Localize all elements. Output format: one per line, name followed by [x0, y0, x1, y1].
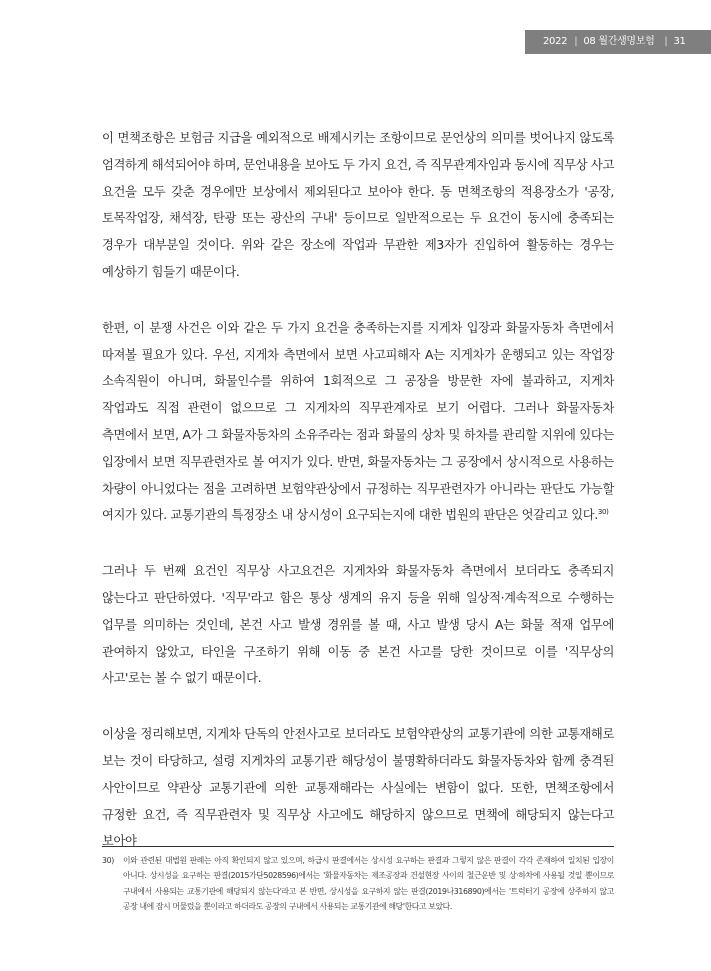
paragraph-text: 그러나 두 번째 요건인 직무상 사고요건은 지게차와 화물자동차 측면에서 보더라도 충족되지 않는다고 판단하였다. '직무'라고 함은 통상 생계의 유지 등을 위해 일상적·계속적으로 수행하는 업무를 의미하는 것인데, 본건 사고 발생 경위를 볼 때, 사고 발생 당시 A는 화물 적재 업무에 관여하지 않았고, 타인을 구조하기 위해 이동 중 본건 사고를 당한 것이므로 이를 '직무상의 사고'로는 볼 수 없기 때문이다.	[102, 564, 614, 686]
footnotes-section	[102, 846, 614, 914]
paragraph-text: 이 면책조항은 보험금 지급을 예외적으로 배제시키는 조항이므로 문언상의 의미를 벗어나지 않도록 엄격하게 해석되어야 하며, 문언내용을 보아도 두 가지 요건, 즉 직무관계자임과 동시에 직무상 사고 요건을 모두 갖춘 경우에만 보상에서 제외된다고 보아야 한다. 동 면책조항의 적용장소가 '공장, 토목작업장, 채석장, 탄광 또는 광산의 구내' 등이므로 일반적으로는 두 요건이 동시에 충족되는 경우가 대부분일 것이다. 위와 같은 장소에 작업과 무관한 제3자가 진입하여 활동하는 경우는 예상하기 힘들기 때문이다.	[102, 131, 614, 279]
paragraph-1	[102, 125, 614, 286]
paragraph-3	[102, 558, 614, 692]
body-text	[102, 125, 614, 884]
paragraph-4	[102, 721, 614, 855]
paragraph-text: 이상을 정리해보면, 지게차 단독의 안전사고로 보더라도 보험약관상의 교통기관에 의한 교통재해로 보는 것이 타당하고, 설령 지게차의 교통기관 해당성이 불명확하더라도 화물자동차와 함께 충격된 사안이므로 약관상 교통기관에 의한 교통재해라는 사실에는 변함이 없다. 또한, 면책조항에서 규정한 요건, 즉 직무관련자 및 직무상 사고에도 해당하지 않으므로 면책에 해당되지 않는다고 보아야	[102, 727, 614, 849]
footnote-30	[102, 853, 614, 914]
running-header	[525, 30, 711, 54]
paragraph-2	[102, 315, 614, 529]
footnote-reference[interactable]: 30)	[597, 508, 609, 517]
paragraph-text: 한편, 이 분쟁 사건은 이와 같은 두 가지 요건을 충족하는지를 지게차 입장과 화물자동차 측면에서 따져볼 필요가 있다. 우선, 지게차 측면에서 보면 사고피해자 A는 지게차가 운행되고 있는 작업장 소속직원이 아니며, 화물인수를 위하여 1회적으로 그 공장을 방문한 자에 불과하고, 지게차 작업과도 직접 관련이 없으므로 그 지게차의 직무관계자로 보기 어렵다. 그러나 화물자동차 측면에서 보면, A가 그 화물자동차의 소유주라는 점과 화물의 상차 및 하차를 관리할 지위에 있다는 입장에서 보면 직무관련자로 볼 여지가 있다. 반면, 화물자동차는 그 공장에서 상시적으로 사용하는 차량이 아니었다는 점을 고려하면 보험약관상에서 규정하는 직무관련자가 아니라는 판단도 가능할 여지가 있다. 교통기관의 특정장소 내 상시성이 요구되는지에 대한 법원의 판단은 엇갈리고 있다.	[102, 320, 614, 523]
footnote-number: 30)	[102, 856, 114, 865]
header-month: 08	[583, 36, 596, 47]
footnote-divider	[102, 846, 614, 847]
header-separator: |	[574, 36, 578, 47]
page-number: 31	[673, 36, 686, 47]
header-year: 2022	[543, 36, 568, 47]
header-publication: 월간생명보험	[598, 36, 655, 47]
header-separator-2: |	[664, 36, 668, 47]
footnote-text: 이와 관련된 대법원 판례는 아직 확인되지 않고 있으며, 하급시 판결에서는 상시성 요구하는 판결과 그렇지 않은 판결이 각각 존재하여 일치된 입장이 아니다. 상시성을 요구하는 판결(2015가단5028596)에서는 '화물자동차는 제조공장과 건설현장 사이의 철근운반 및 상·하차에 사용될 것일 뿐이므로 구내에서 사용되는 교통기관에 해당되지 않는다'라고 본 반면, 상시성을 요구하지 않는 판결(2019나316890)에서는 '트럭터기 공장에 상주하지 않고 공장 내에 잠시 머물렀을 뿐이라고 하더라도 공장의 구내에서 사용되는 교통기관에 해당'한다고 보았다.	[123, 856, 614, 911]
